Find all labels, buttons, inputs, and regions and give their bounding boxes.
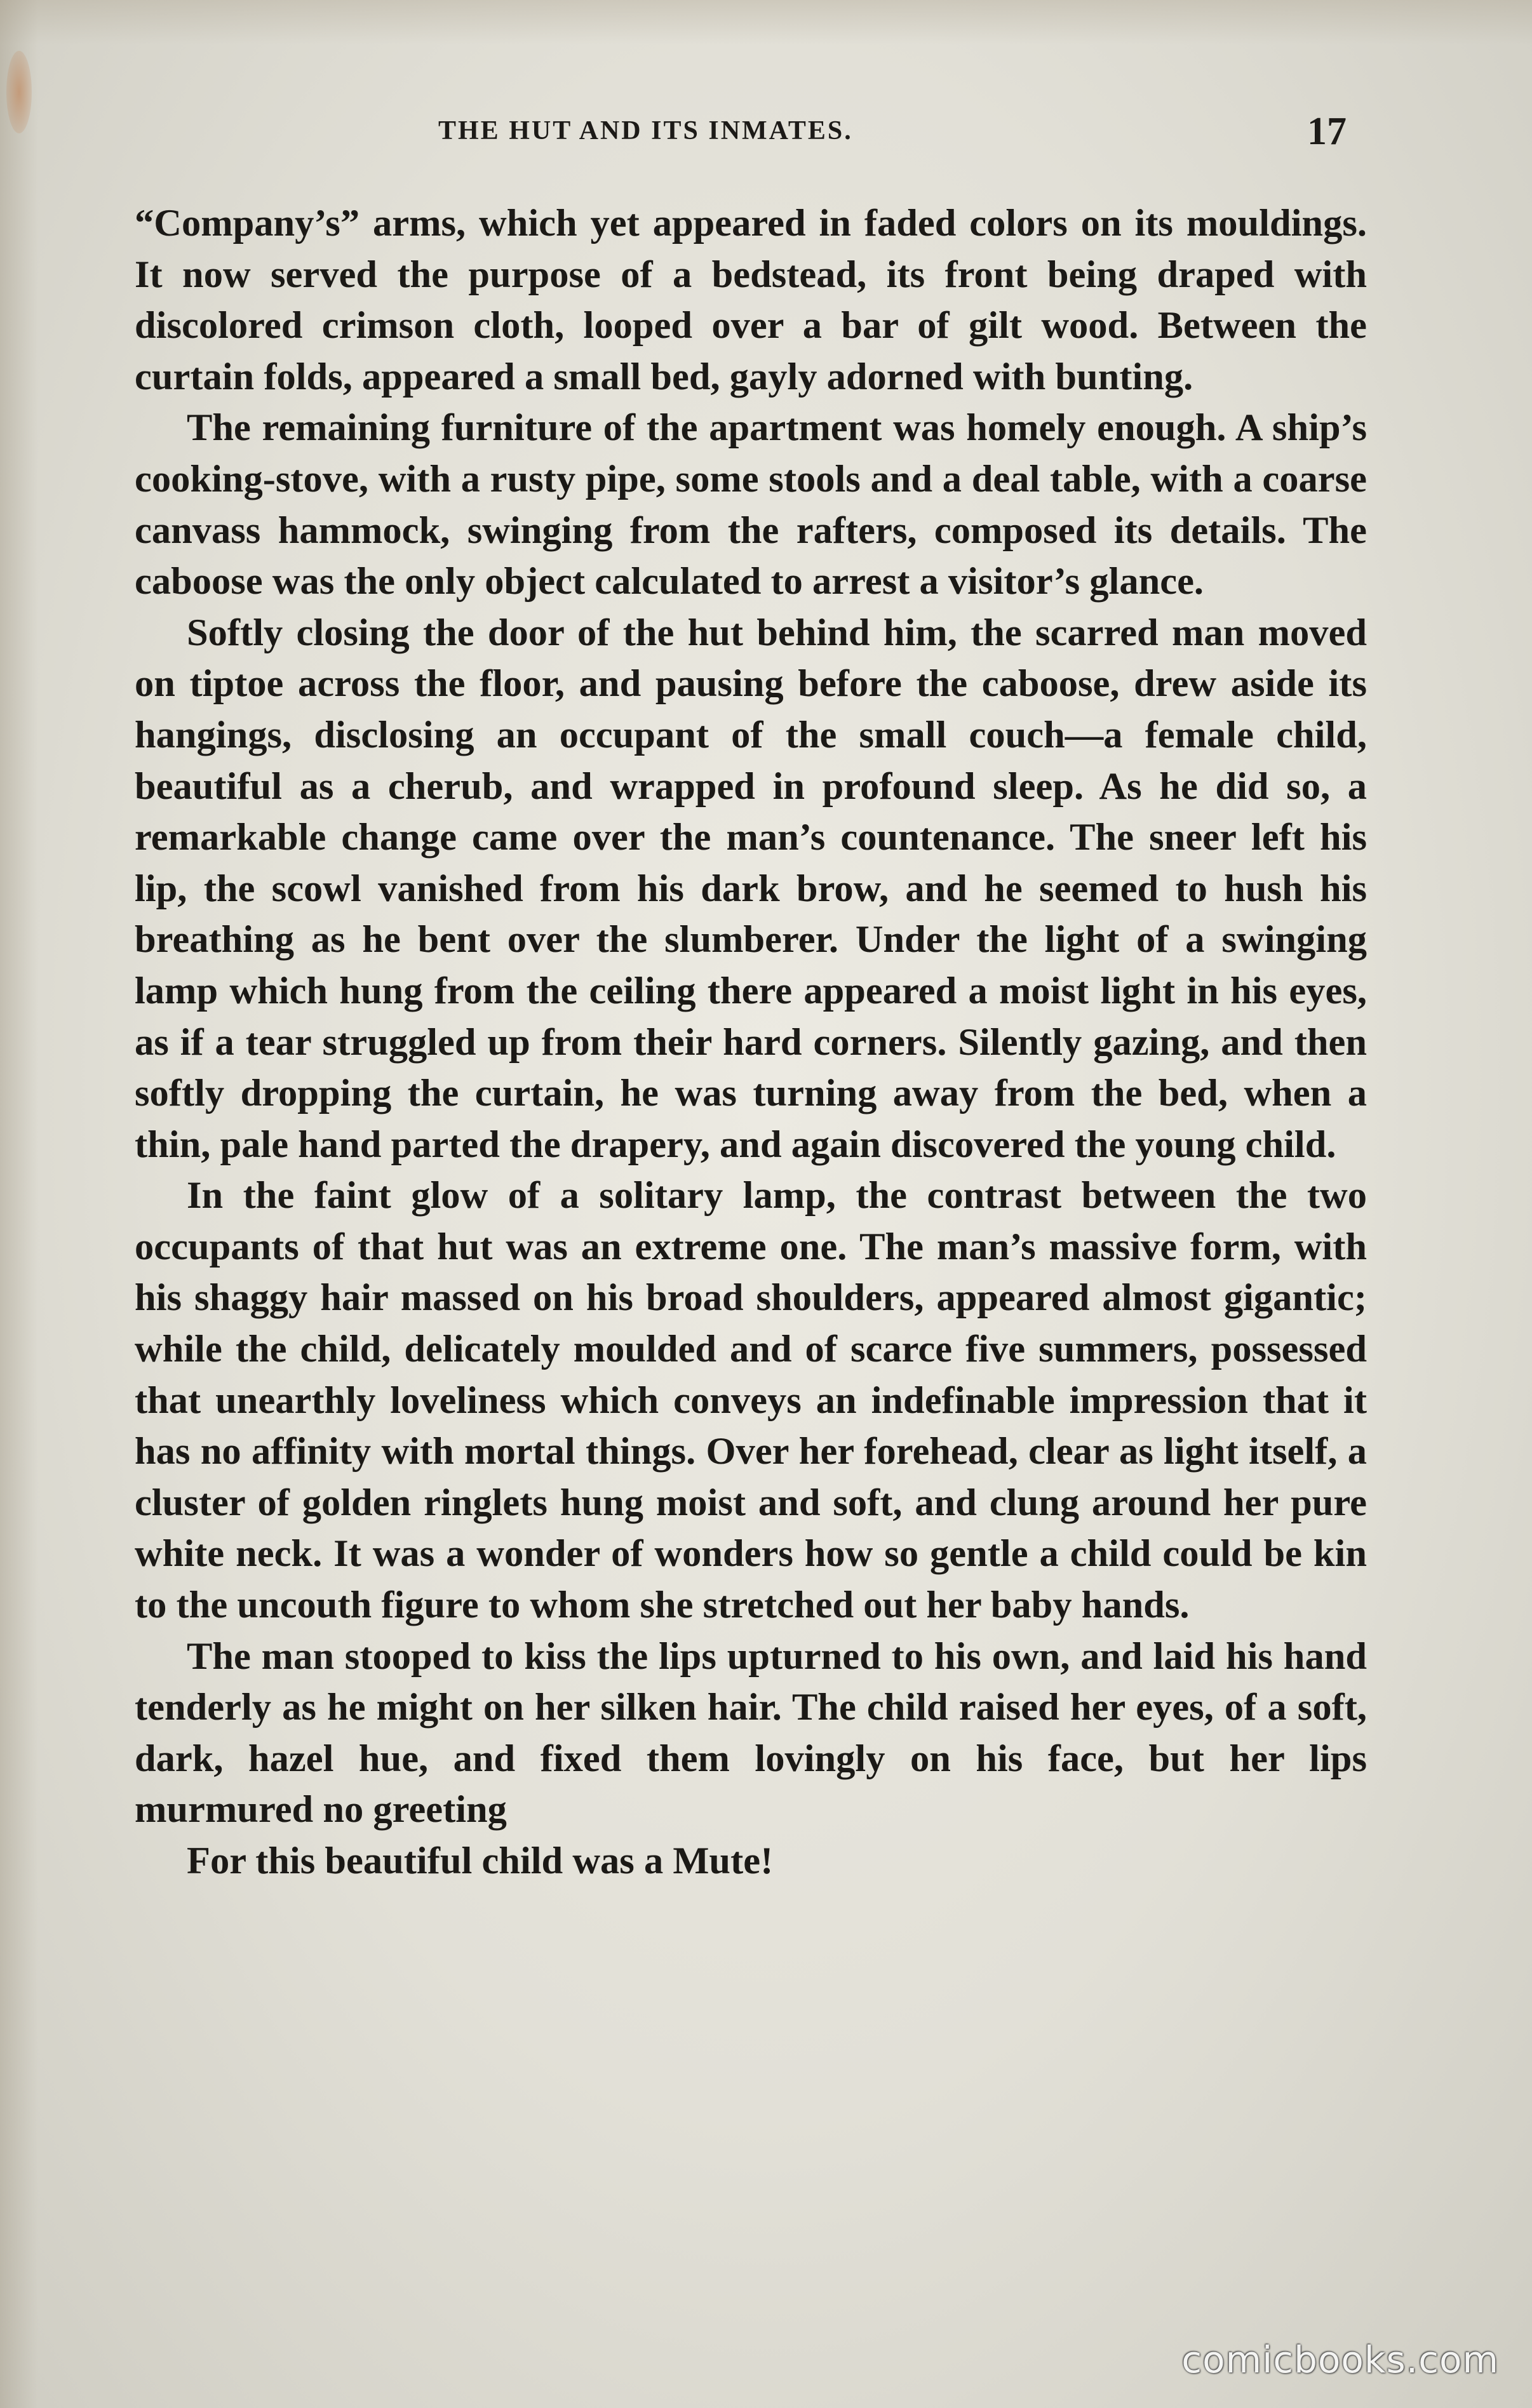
paragraph-6: For this beautiful child was a Mute! xyxy=(187,1840,774,1882)
paragraph-5: The man stooped to kiss the lips upturned to his own, and laid his hand tenderly as he might on her silken hair. The child raised her eyes, of a soft, dark, hazel hue, and fixed them lovingly on his face, but her lips murmured no greeting xyxy=(135,1635,1367,1831)
paragraph-1: “Company’s” arms, which yet appeared in faded colors on its mouldings. It now served the purpose of a bedstead, its front being draped with discolored crimson cloth, looped over a bar of gilt wood. Between the curtain folds, appeared a small bed, gayly adorned with bunting. xyxy=(135,202,1367,398)
paper-stain xyxy=(6,51,32,133)
page-number: 17 xyxy=(1307,110,1347,153)
watermark: comicbooks.com xyxy=(1181,2338,1499,2381)
page-header xyxy=(438,109,1347,154)
running-head: THE HUT AND ITS INMATES. xyxy=(438,116,853,145)
paragraph-4: In the faint glow of a solitary lamp, the contrast between the two occupants of that hut was an extreme one. The man’s massive form, with his shaggy hair massed on his broad shoulders, appeared almost gigantic; while the child, delicately moulded and of scarce five summers, possessed that unearthly loveliness which conveys an indefinable impression that it has no affinity with mortal things. Over her forehead, clear as light itself, a cluster of golden ringlets hung moist and soft, and clung around her pure white neck. It was a wonder of wonders how so gentle a child could be kin to the uncouth figure to whom she stretched out her baby hands. xyxy=(135,1174,1367,1627)
body-text xyxy=(135,198,1367,1887)
page-top-shadow xyxy=(0,0,1532,44)
paragraph-2: The remaining furniture of the apartment was homely enough. A ship’s cooking-stove, with a rusty pipe, some stools and a deal table, with a coarse canvass hammock, swinging from the rafters, composed its details. The caboose was the only object calculated to arrest a visitor’s glance. xyxy=(135,406,1367,603)
paragraph-3: Softly closing the door of the hut behind him, the scarred man moved on tiptoe across the floor, and pausing before the caboose, drew aside its hangings, disclosing an occupant of the small couch—a female child, beautiful as a cherub, and wrapped in profound sleep. As he did so, a remarkable change came over the man’s countenance. The sneer left his lip, the scowl vanished from his dark brow, and he seemed to hush his breathing as he bent over the slumberer. Under the light of a swinging lamp which hung from the ceiling there appeared a moist light in his eyes, as if a tear struggled up from their hard corners. Silently gazing, and then softly dropping the curtain, he was turning away from the bed, when a thin, pale hand parted the drapery, and again discovered the young child. xyxy=(135,611,1367,1166)
page-edge-shadow xyxy=(0,0,38,2408)
